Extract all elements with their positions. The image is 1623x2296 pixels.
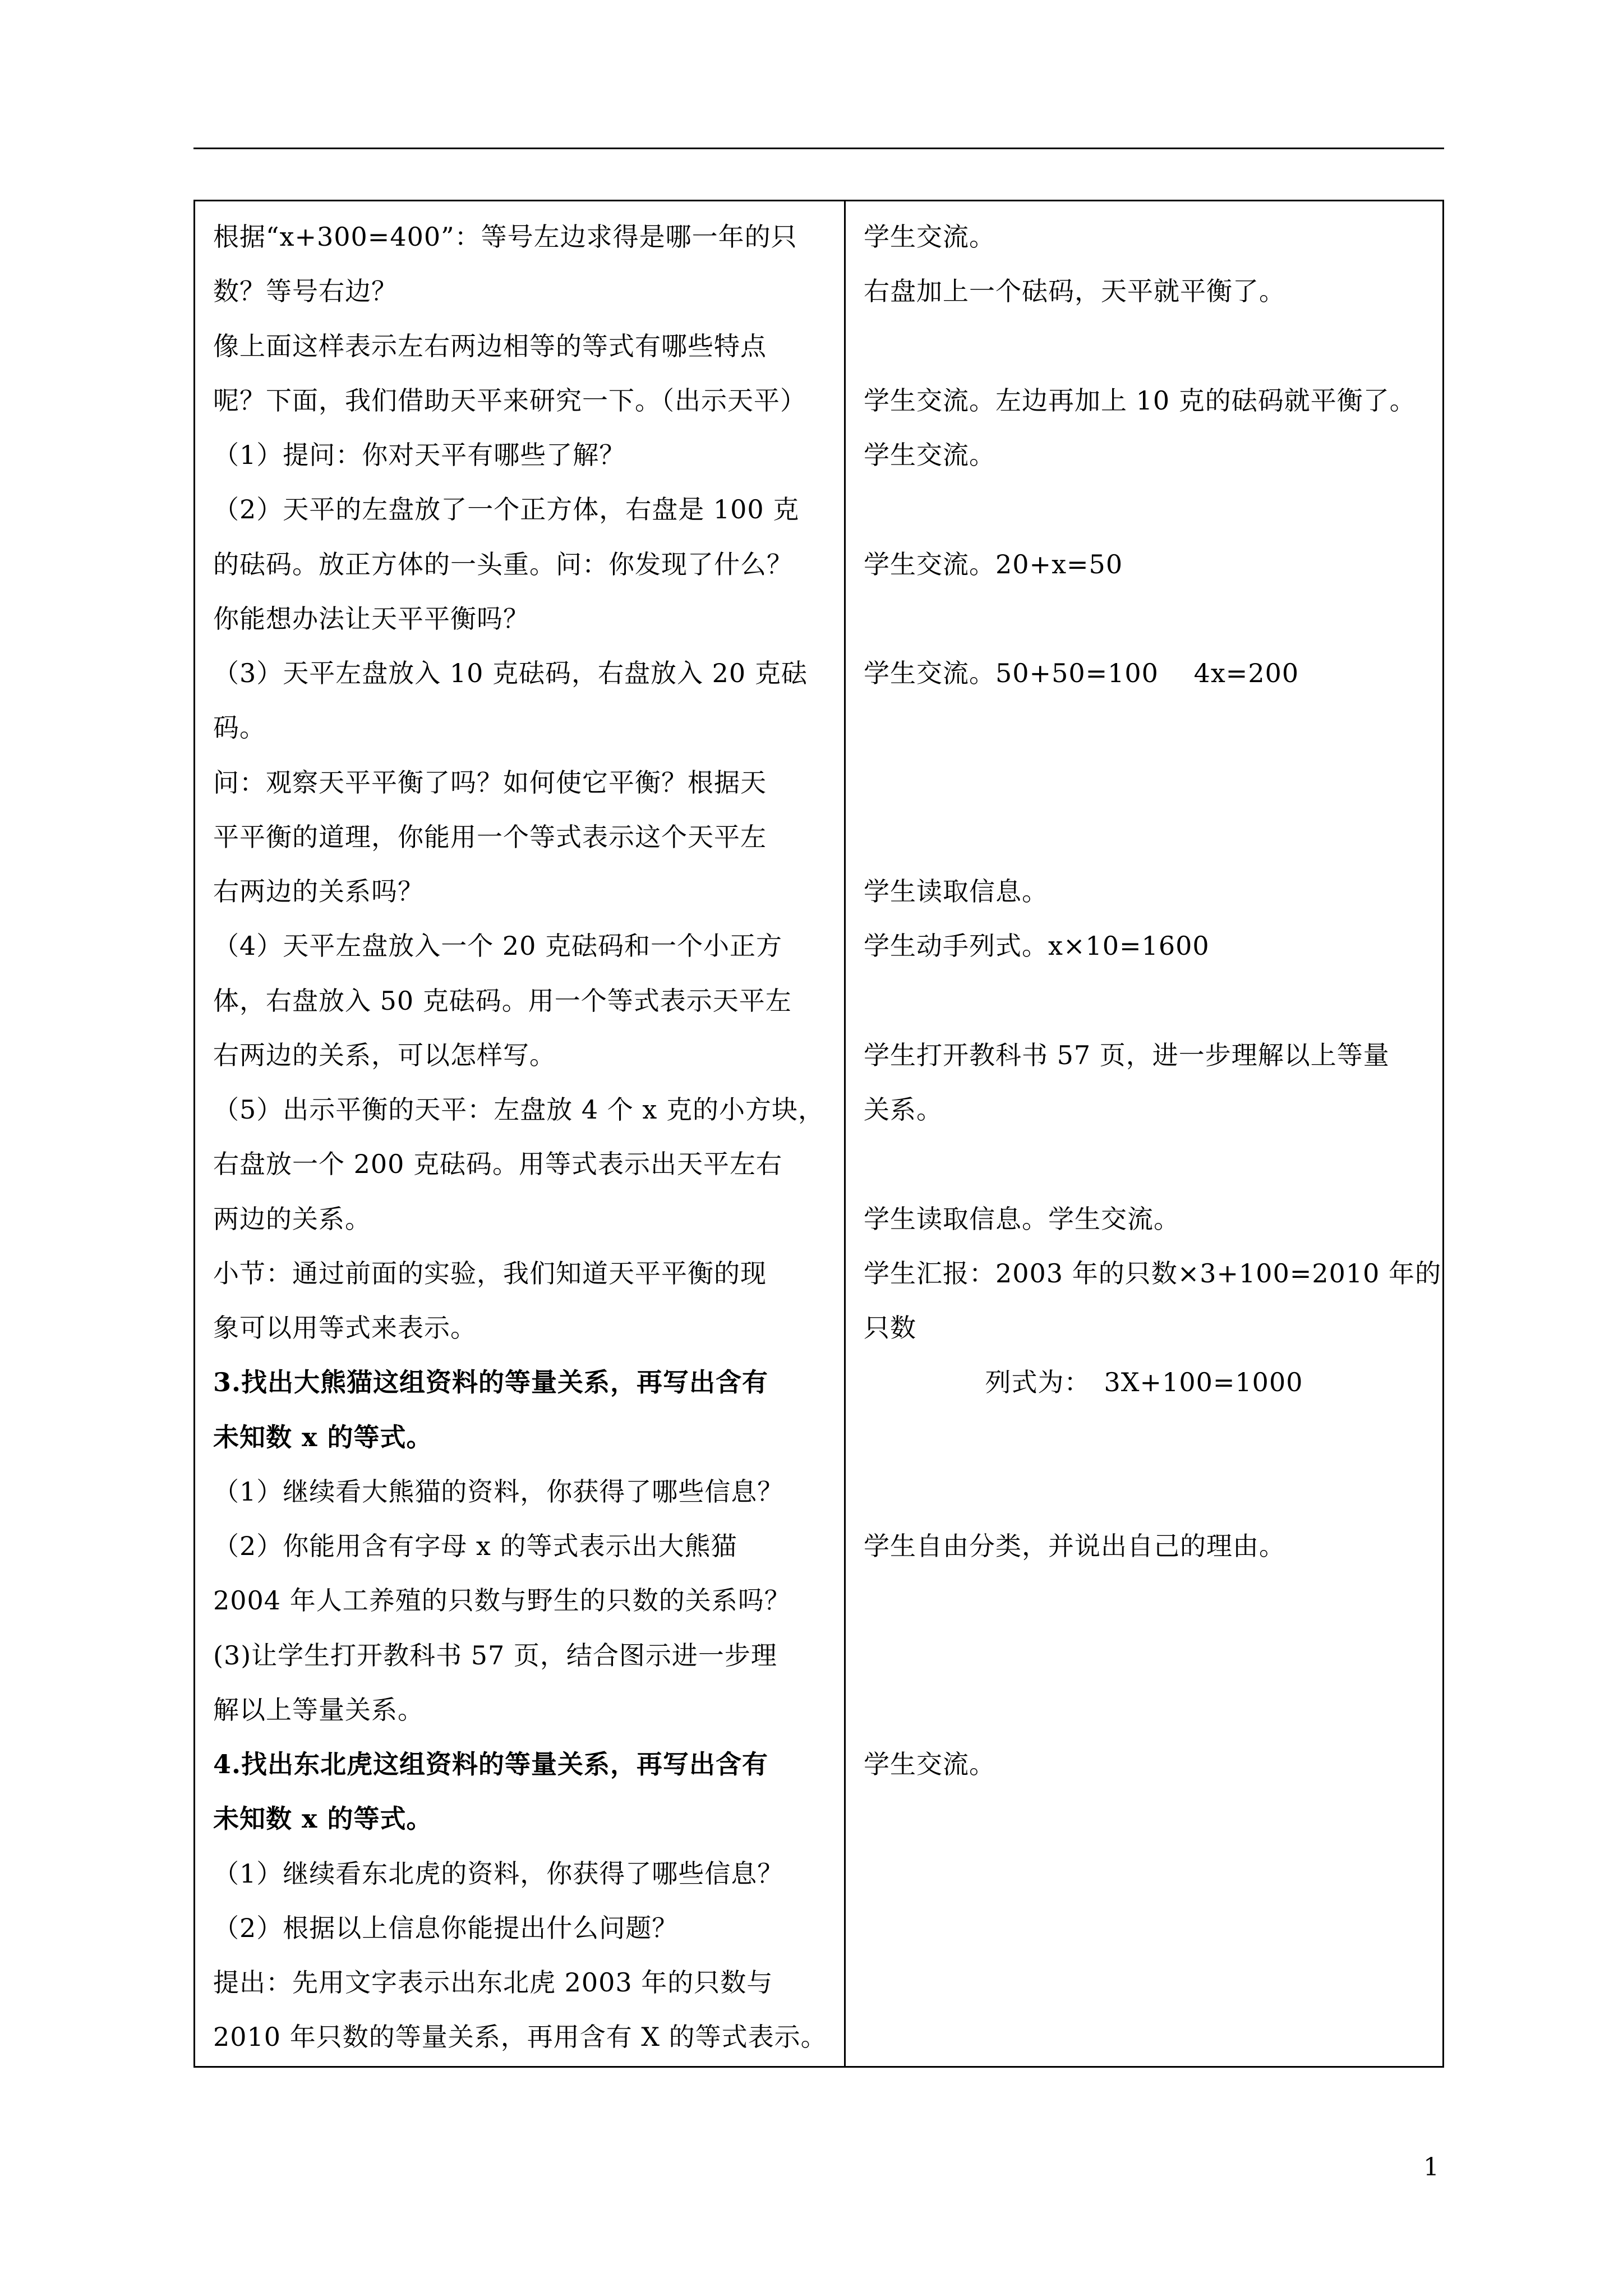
teacher-text-line: 3.找出大熊猫这组资料的等量关系，再写出含有: [213, 1367, 769, 1398]
teacher-text-line: 平平衡的道理，你能用一个等式表示这个天平左: [213, 821, 767, 852]
teacher-text-line: 根据“x+300=400”：等号左边求得是哪一年的只: [213, 222, 797, 252]
teacher-text-line: 未知数 x 的等式。: [213, 1803, 433, 1834]
teacher-text-line: 的砝码。放正方体的一头重。问：你发现了什么？: [213, 549, 793, 579]
teacher-text-line: 右盘放一个 200 克砝码。用等式表示出天平左右: [213, 1149, 783, 1180]
page-number: 1: [1423, 2153, 1439, 2182]
teacher-text-line: 两边的关系。: [213, 1203, 371, 1234]
teacher-text-line: 你能想办法让天平平衡吗？: [213, 603, 529, 634]
lesson-table: [193, 200, 1444, 2068]
header-rule: [193, 148, 1444, 149]
teacher-text-line: （1）继续看大熊猫的资料，你获得了哪些信息？: [213, 1476, 784, 1507]
student-text-line: 学生交流。左边再加上 10 克的砝码就平衡了。: [864, 385, 1416, 416]
teacher-text-line: (3)让学生打开教科书 57 页，结合图示进一步理: [213, 1640, 777, 1671]
teacher-text-line: 解以上等量关系。: [213, 1694, 424, 1725]
teacher-text-line: 体，右盘放入 50 克砝码。用一个等式表示天平左: [213, 985, 792, 1016]
teacher-text-line: 小节：通过前面的实验，我们知道天平平衡的现: [213, 1258, 767, 1289]
teacher-text-line: 码。: [213, 712, 266, 743]
teacher-text-line: 提出：先用文字表示出东北虎 2003 年的只数与: [213, 1967, 773, 1998]
teacher-text-line: 2004 年人工养殖的只数与野生的只数的关系吗？: [213, 1585, 791, 1616]
teacher-text-line: （4）天平左盘放入一个 20 克砝码和一个小正方: [213, 931, 783, 961]
teacher-text-line: （2）根据以上信息你能提出什么问题？: [213, 1912, 679, 1943]
student-text-line: 学生交流。20+x=50: [864, 549, 1123, 579]
teacher-text-line: （2）天平的左盘放了一个正方体，右盘是 100 克: [213, 494, 800, 525]
teacher-text-line: （5）出示平衡的天平：左盘放 4 个 x 克的小方块，: [213, 1094, 824, 1125]
student-activity-column: [846, 201, 1442, 2066]
student-text-line: 学生交流。50+50=100 4x=200: [864, 658, 1299, 688]
teacher-text-line: 数？等号右边？: [213, 276, 398, 307]
teacher-text-line: 4.找出东北虎这组资料的等量关系，再写出含有: [213, 1749, 769, 1779]
student-text-line: 学生打开教科书 57 页，进一步理解以上等量: [864, 1039, 1390, 1070]
student-text-line: 学生读取信息。学生交流。: [864, 1203, 1180, 1234]
student-text-line: 学生汇报：2003 年的只数×3+100=2010 年的: [864, 1258, 1442, 1289]
teacher-text-line: 呢？下面，我们借助天平来研究一下。（出示天平）: [213, 385, 806, 416]
student-text-line: 关系。: [864, 1094, 943, 1125]
student-text-line: 学生自由分类，并说出自己的理由。: [864, 1531, 1285, 1561]
student-text-line: 学生交流。: [864, 222, 995, 252]
student-text-line: 学生交流。: [864, 440, 995, 470]
student-text-line: 只数: [864, 1313, 916, 1343]
student-text-line: 学生交流。: [864, 1749, 995, 1779]
teacher-text-line: 未知数 x 的等式。: [213, 1421, 433, 1452]
teacher-text-line: 右两边的关系，可以怎样写。: [213, 1039, 556, 1070]
teacher-text-line: 像上面这样表示左右两边相等的等式有哪些特点: [213, 330, 767, 361]
teacher-text-line: 2010 年只数的等量关系，再用含有 X 的等式表示。: [213, 2022, 827, 2053]
teacher-text-line: 右两边的关系吗？: [213, 876, 424, 907]
teacher-text-line: （3）天平左盘放入 10 克砝码，右盘放入 20 克砝: [213, 658, 808, 688]
student-text-line: 学生读取信息。: [864, 876, 1048, 907]
teacher-text-line: （1）继续看东北虎的资料，你获得了哪些信息？: [213, 1858, 784, 1889]
teacher-text-line: （1）提问：你对天平有哪些了解？: [213, 440, 626, 470]
teacher-text-line: 问：观察天平平衡了吗？如何使它平衡？根据天: [213, 767, 767, 798]
student-text-line: 学生动手列式。x×10=1600: [864, 931, 1210, 961]
teacher-text-line: （2）你能用含有字母 x 的等式表示出大熊猫: [213, 1531, 737, 1561]
student-text-line: 右盘加上一个砝码，天平就平衡了。: [864, 276, 1285, 307]
teacher-activity-column: [195, 201, 846, 2066]
teacher-text-line: 象可以用等式来表示。: [213, 1313, 477, 1343]
student-text-line: 列式为： 3X+100=1000: [985, 1367, 1303, 1398]
